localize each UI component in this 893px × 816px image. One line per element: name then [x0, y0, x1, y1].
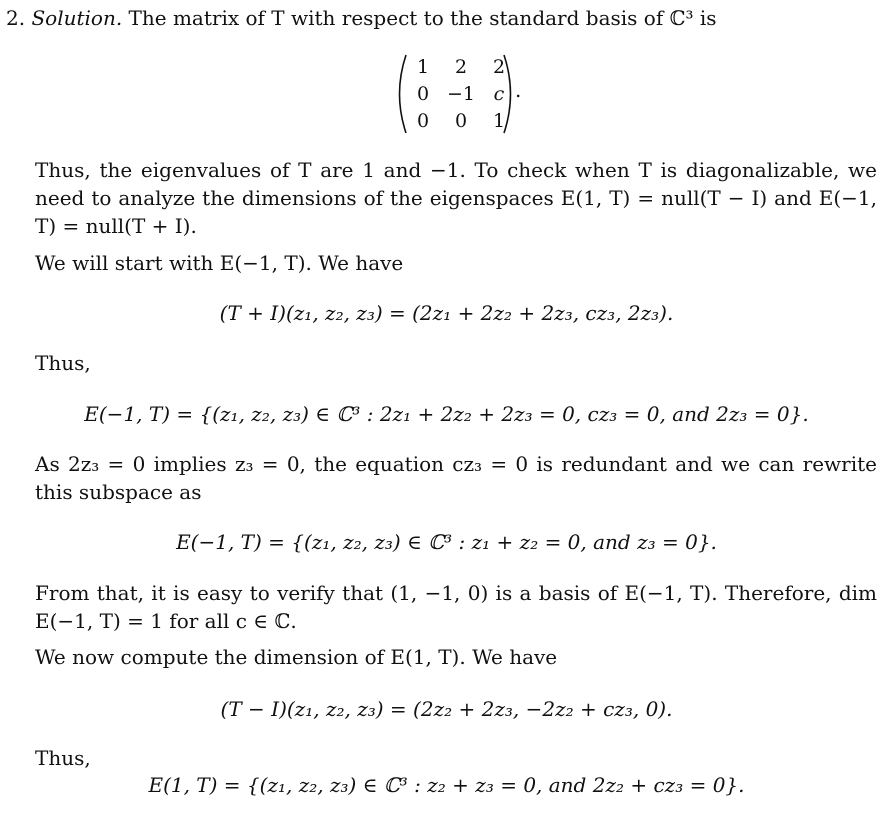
- eigenvalues-paragraph: Thus, the eigenvalues of T are 1 and −1. To check when T is diagonalizable, we need to analyze the dimensions of the eigenspaces E(1, T) = null(T − I) and E(−1, T) = null(T + I).: [35, 158, 877, 238]
- redundant-paragraph: As 2z₃ = 0 implies z₃ = 0, the equation cz₃ = 0 is redundant and we can rewrite this subspace as: [35, 452, 877, 504]
- matrix-cell: 1: [416, 56, 430, 78]
- intro-text: The matrix of T with respect to the standard basis of ℂ³ is: [128, 6, 717, 30]
- matrix-of-t: [392, 52, 532, 136]
- matrix-cell: 2: [492, 56, 506, 78]
- matrix-cell: 1: [492, 110, 506, 132]
- basis-paragraph: From that, it is easy to verify that (1, −1, 0) is a basis of E(−1, T). Therefore, dim E(−1, T) = 1 for all c ∈ ℂ.: [35, 581, 877, 633]
- matrix-cell: −1: [446, 83, 475, 105]
- matrix-cell: 2: [454, 56, 468, 78]
- start-paragraph: We will start with E(−1, T). We have: [35, 251, 404, 275]
- compute-paragraph: We now compute the dimension of E(1, T). We have: [35, 645, 558, 669]
- matrix-entries: [408, 54, 514, 135]
- equation-t-minus-i: (T − I)(z₁, z₂, z₃) = (2z₂ + 2z₃, −2z₂ + cz₃, 0).: [220, 697, 673, 721]
- matrix-period: .: [515, 78, 522, 102]
- equation-e-minus1-full: E(−1, T) = {(z₁, z₂, z₃) ∈ ℂ³ : 2z₁ + 2z₂ + 2z₃ = 0, cz₃ = 0, and 2z₃ = 0}.: [84, 402, 809, 426]
- matrix-cell: 0: [416, 83, 430, 105]
- matrix-cell: 0: [454, 110, 468, 132]
- problem-number: 2.: [6, 6, 26, 30]
- equation-t-plus-i: (T + I)(z₁, z₂, z₃) = (2z₁ + 2z₂ + 2z₃, cz₃, 2z₃).: [219, 301, 674, 325]
- thus-paragraph-1: Thus,: [35, 351, 91, 375]
- equation-e-minus1-simple: E(−1, T) = {(z₁, z₂, z₃) ∈ ℂ³ : z₁ + z₂ = 0, and z₃ = 0}.: [176, 530, 717, 554]
- matrix-cell: 0: [416, 110, 430, 132]
- matrix-cell: c: [493, 83, 505, 105]
- thus-paragraph-2: Thus,: [35, 746, 91, 770]
- equation-e-1: E(1, T) = {(z₁, z₂, z₃) ∈ ℂ³ : z₂ + z₃ = 0, and 2z₂ + cz₃ = 0}.: [148, 773, 745, 797]
- solution-label: Solution.: [31, 6, 123, 30]
- problem-heading: [6, 4, 717, 32]
